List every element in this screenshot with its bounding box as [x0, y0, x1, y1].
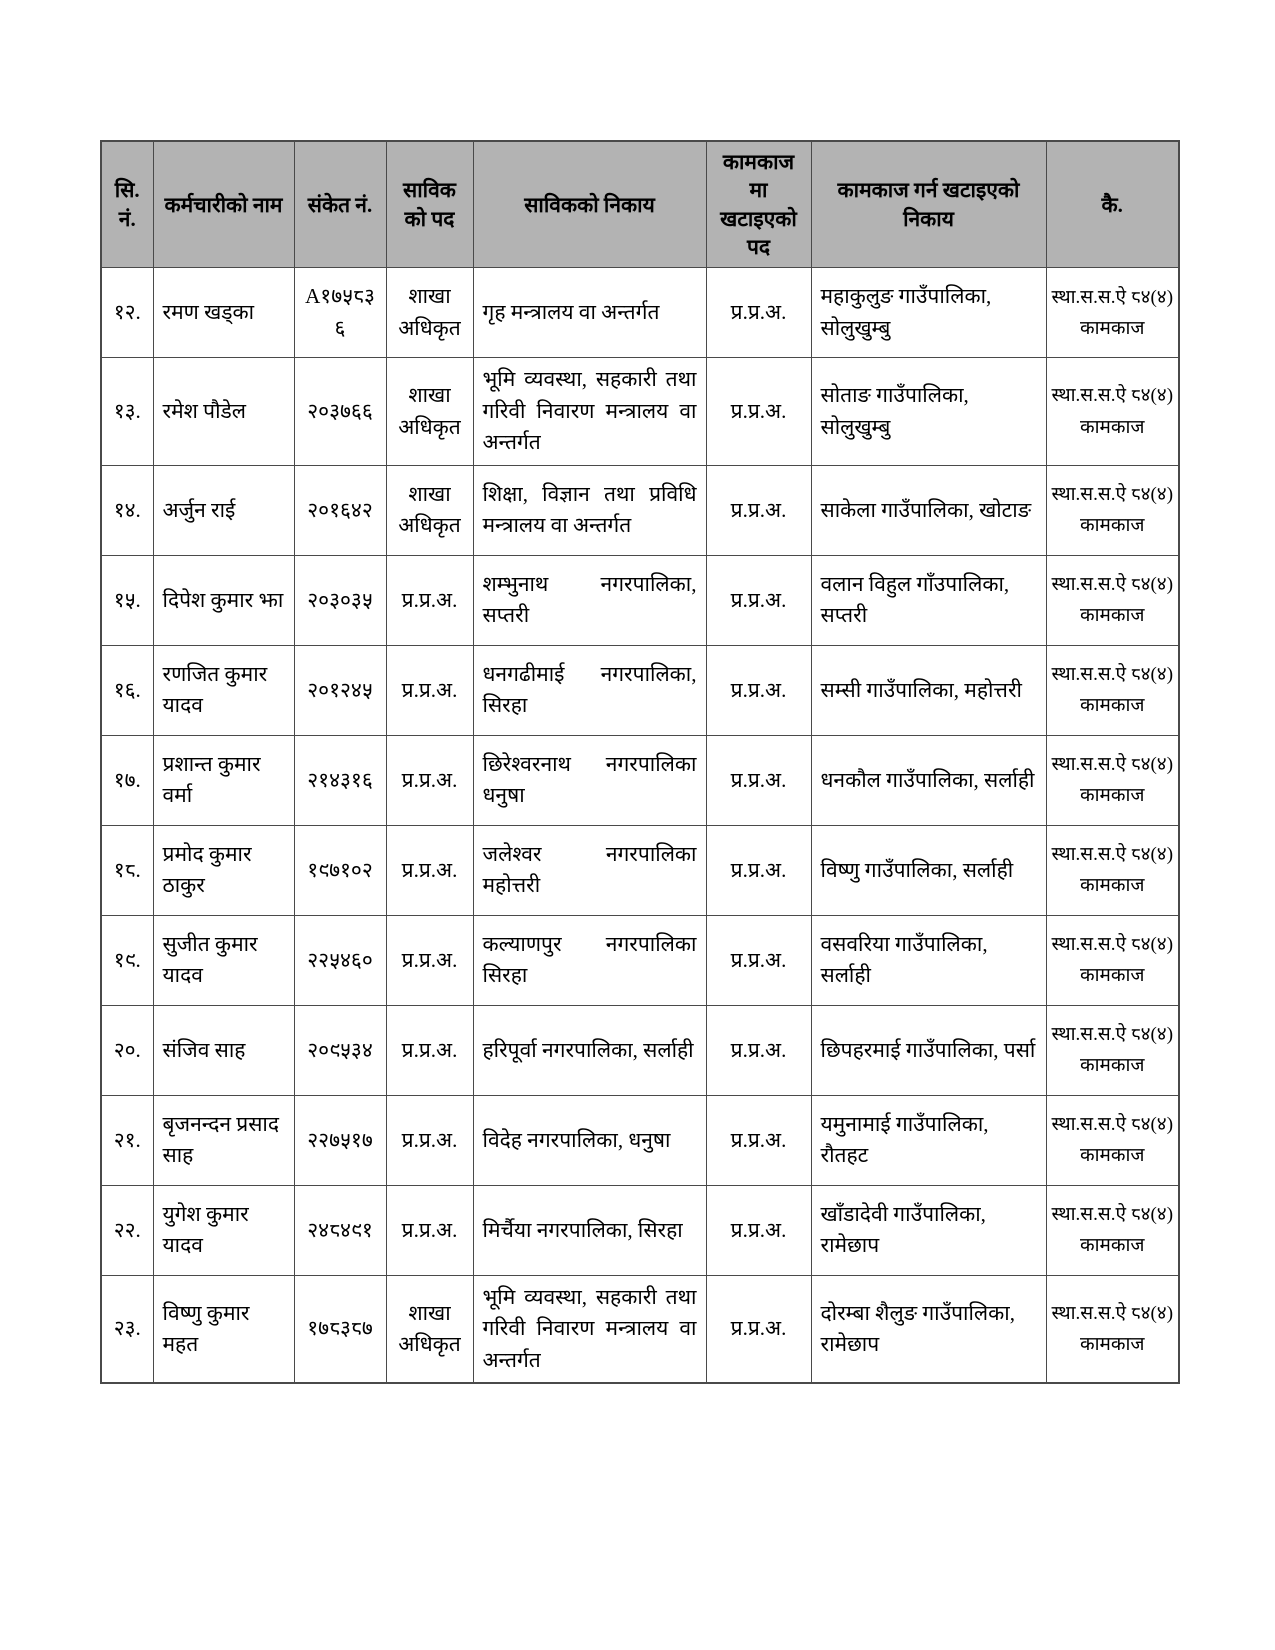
cell-name: प्रमोद कुमार ठाकुर — [153, 825, 294, 915]
cell-name: दिपेश कुमार झा — [153, 555, 294, 645]
cell-former_post: प्र.प्र.अ. — [386, 915, 473, 1005]
cell-former_agency: छिरेश्वरनाथ नगरपालिका धनुषा — [473, 735, 706, 825]
cell-assigned_post: प्र.प्र.अ. — [706, 645, 811, 735]
cell-assigned_agency: खाँडादेवी गाउँपालिका, रामेछाप — [811, 1185, 1046, 1275]
cell-former_agency: शम्भुनाथ नगरपालिका, सप्तरी — [473, 555, 706, 645]
cell-assigned_agency: साकेला गाउँपालिका, खोटाङ — [811, 465, 1046, 555]
cell-former_post: प्र.प्र.अ. — [386, 1095, 473, 1185]
cell-code: २०१२४५ — [294, 645, 386, 735]
cell-assigned_agency: सम्सी गाउँपालिका, महोत्तरी — [811, 645, 1046, 735]
cell-name: सुजीत कुमार यादव — [153, 915, 294, 1005]
table-row — [101, 825, 1179, 915]
cell-assigned_post: प्र.प्र.अ. — [706, 735, 811, 825]
column-header-former_post: साविकको पद — [386, 141, 473, 268]
cell-assigned_agency: दोरम्बा शैलुङ गाउँपालिका, रामेछाप — [811, 1275, 1046, 1383]
cell-sn: १६. — [101, 645, 153, 735]
cell-sn: १३. — [101, 358, 153, 466]
cell-sn: २०. — [101, 1005, 153, 1095]
cell-assigned_post: प्र.प्र.अ. — [706, 1275, 811, 1383]
cell-remark: स्था.स.स.ऐ ८४(४) कामकाज — [1046, 1005, 1179, 1095]
cell-code: २०१६४२ — [294, 465, 386, 555]
cell-former_post: प्र.प्र.अ. — [386, 735, 473, 825]
cell-sn: २१. — [101, 1095, 153, 1185]
cell-sn: १९. — [101, 915, 153, 1005]
cell-assigned_post: प्र.प्र.अ. — [706, 825, 811, 915]
cell-code: २२७५१७ — [294, 1095, 386, 1185]
cell-sn: २२. — [101, 1185, 153, 1275]
cell-assigned_post: प्र.प्र.अ. — [706, 555, 811, 645]
table-header-row — [101, 141, 1179, 268]
cell-assigned_agency: वसवरिया गाउँपालिका, सर्लाही — [811, 915, 1046, 1005]
cell-sn: १७. — [101, 735, 153, 825]
cell-sn: १४. — [101, 465, 153, 555]
cell-former_post: शाखा अधिकृत — [386, 358, 473, 466]
cell-former_agency: धनगढीमाई नगरपालिका, सिरहा — [473, 645, 706, 735]
table-row — [101, 465, 1179, 555]
cell-code: २०३०३५ — [294, 555, 386, 645]
cell-former_agency: हरिपूर्वा नगरपालिका, सर्लाही — [473, 1005, 706, 1095]
cell-assigned_post: प्र.प्र.अ. — [706, 915, 811, 1005]
cell-former_post: प्र.प्र.अ. — [386, 1185, 473, 1275]
table-row — [101, 1275, 1179, 1383]
column-header-sn: सि. नं. — [101, 141, 153, 268]
cell-code: २०९५३४ — [294, 1005, 386, 1095]
cell-remark: स्था.स.स.ऐ ८४(४) कामकाज — [1046, 825, 1179, 915]
cell-former_agency: मिर्चैया नगरपालिका, सिरहा — [473, 1185, 706, 1275]
cell-name: बृजनन्दन प्रसाद साह — [153, 1095, 294, 1185]
cell-remark: स्था.स.स.ऐ ८४(४) कामकाज — [1046, 465, 1179, 555]
cell-assigned_post: प्र.प्र.अ. — [706, 1185, 811, 1275]
column-header-name: कर्मचारीको नाम — [153, 141, 294, 268]
cell-remark: स्था.स.स.ऐ ८४(४) कामकाज — [1046, 915, 1179, 1005]
cell-assigned_post: प्र.प्र.अ. — [706, 358, 811, 466]
cell-remark: स्था.स.स.ऐ ८४(४) कामकाज — [1046, 555, 1179, 645]
column-header-remark: कै. — [1046, 141, 1179, 268]
cell-assigned_agency: वलान विहुल गाँउपालिका, सप्तरी — [811, 555, 1046, 645]
cell-assigned_post: प्र.प्र.अ. — [706, 465, 811, 555]
cell-assigned_agency: धनकौल गाउँपालिका, सर्लाही — [811, 735, 1046, 825]
cell-assigned_agency: छिपहरमाई गाउँपालिका, पर्सा — [811, 1005, 1046, 1095]
cell-name: विष्णु कुमार महत — [153, 1275, 294, 1383]
cell-former_agency: शिक्षा, विज्ञान तथा प्रविधि मन्त्रालय वा अन्तर्गत — [473, 465, 706, 555]
cell-assigned_post: प्र.प्र.अ. — [706, 268, 811, 358]
cell-former_agency: कल्याणपुर नगरपालिका सिरहा — [473, 915, 706, 1005]
cell-former_agency: भूमि व्यवस्था, सहकारी तथा गरिवी निवारण मन्त्रालय वा अन्तर्गत — [473, 1275, 706, 1383]
table-row — [101, 1005, 1179, 1095]
employee-deputation-table — [100, 140, 1180, 1384]
cell-former_post: प्र.प्र.अ. — [386, 645, 473, 735]
cell-remark: स्था.स.स.ऐ ८४(४) कामकाज — [1046, 268, 1179, 358]
table-header — [101, 141, 1179, 268]
table-row — [101, 555, 1179, 645]
table-row — [101, 268, 1179, 358]
cell-name: प्रशान्त कुमार वर्मा — [153, 735, 294, 825]
cell-code: A१७५८३६ — [294, 268, 386, 358]
table-row — [101, 915, 1179, 1005]
cell-code: २०३७६६ — [294, 358, 386, 466]
cell-name: युगेश कुमार यादव — [153, 1185, 294, 1275]
cell-remark: स्था.स.स.ऐ ८४(४) कामकाज — [1046, 735, 1179, 825]
cell-code: १७८३८७ — [294, 1275, 386, 1383]
cell-assigned_agency: विष्णु गाउँपालिका, सर्लाही — [811, 825, 1046, 915]
cell-remark: स्था.स.स.ऐ ८४(४) कामकाज — [1046, 645, 1179, 735]
table-row — [101, 1095, 1179, 1185]
column-header-assigned_agency: कामकाज गर्न खटाइएको निकाय — [811, 141, 1046, 268]
table-row — [101, 645, 1179, 735]
cell-code: २४८४९१ — [294, 1185, 386, 1275]
cell-former_agency: भूमि व्यवस्था, सहकारी तथा गरिवी निवारण मन्त्रालय वा अन्तर्गत — [473, 358, 706, 466]
cell-sn: १८. — [101, 825, 153, 915]
cell-name: रमण खड्का — [153, 268, 294, 358]
cell-former_post: प्र.प्र.अ. — [386, 825, 473, 915]
cell-remark: स्था.स.स.ऐ ८४(४) कामकाज — [1046, 358, 1179, 466]
cell-remark: स्था.स.स.ऐ ८४(४) कामकाज — [1046, 1095, 1179, 1185]
cell-former_post: प्र.प्र.अ. — [386, 1005, 473, 1095]
cell-remark: स्था.स.स.ऐ ८४(४) कामकाज — [1046, 1185, 1179, 1275]
column-header-former_agency: साविकको निकाय — [473, 141, 706, 268]
cell-assigned_post: प्र.प्र.अ. — [706, 1095, 811, 1185]
cell-assigned_agency: यमुनामाई गाउँपालिका, रौतहट — [811, 1095, 1046, 1185]
cell-code: २२५४६० — [294, 915, 386, 1005]
cell-assigned_post: प्र.प्र.अ. — [706, 1005, 811, 1095]
cell-former_post: शाखा अधिकृत — [386, 268, 473, 358]
cell-assigned_agency: सोताङ गाउँपालिका, सोलुखुम्बु — [811, 358, 1046, 466]
cell-code: १९७१०२ — [294, 825, 386, 915]
cell-code: २१४३१६ — [294, 735, 386, 825]
column-header-assigned_post: कामकाजमा खटाइएको पद — [706, 141, 811, 268]
cell-name: रमेश पौडेल — [153, 358, 294, 466]
cell-sn: १२. — [101, 268, 153, 358]
cell-former_post: प्र.प्र.अ. — [386, 555, 473, 645]
cell-name: अर्जुन राई — [153, 465, 294, 555]
table-row — [101, 735, 1179, 825]
column-header-code: संकेत नं. — [294, 141, 386, 268]
cell-former_agency: गृह मन्त्रालय वा अन्तर्गत — [473, 268, 706, 358]
table-body — [101, 268, 1179, 1384]
cell-former_post: शाखा अधिकृत — [386, 1275, 473, 1383]
cell-assigned_agency: महाकुलुङ गाउँपालिका, सोलुखुम्बु — [811, 268, 1046, 358]
cell-sn: १५. — [101, 555, 153, 645]
cell-sn: २३. — [101, 1275, 153, 1383]
cell-former_post: शाखा अधिकृत — [386, 465, 473, 555]
cell-name: संजिव साह — [153, 1005, 294, 1095]
table-row — [101, 358, 1179, 466]
table-row — [101, 1185, 1179, 1275]
cell-remark: स्था.स.स.ऐ ८४(४) कामकाज — [1046, 1275, 1179, 1383]
cell-former_agency: जलेश्वर नगरपालिका महोत्तरी — [473, 825, 706, 915]
cell-name: रणजित कुमार यादव — [153, 645, 294, 735]
cell-former_agency: विदेह नगरपालिका, धनुषा — [473, 1095, 706, 1185]
